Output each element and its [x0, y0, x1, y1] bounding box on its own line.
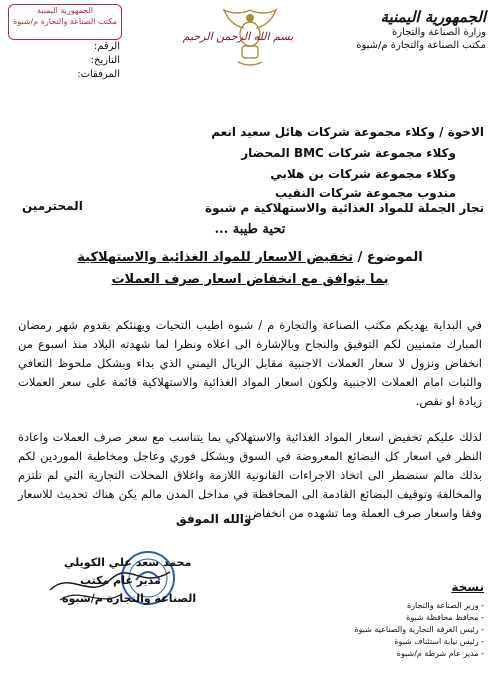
cc-item: - مدير عام شرطة م/شبوة: [396, 649, 484, 658]
republic-title: الجمهورية اليمنية: [380, 8, 486, 26]
date-label: التاريخ: [94, 55, 120, 66]
addressee-line: وكلاء مجموعة شركات بن هلابي: [270, 167, 456, 181]
ministry-name: وزارة الصناعة والتجارة: [392, 27, 486, 38]
addressee-line: الاخوة / وكلاء مجموعة شركات هائل سعيد انعم: [211, 125, 484, 139]
stamp-line-1: الجمهورية اليمنية: [36, 6, 93, 15]
signoff: والله الموفق: [176, 512, 252, 526]
addressee-line: وكلاء مجموعة شركات BMC المحضار: [241, 146, 456, 160]
subject-text-2: بما يتوافق مع انخفاض اسعار صرف العملات: [111, 272, 389, 287]
addressee-line: تجار الجملة للمواد الغذائية والاستهلاكية م شبوة: [205, 201, 484, 215]
cc-item: - رئيس نيابة استئناف شبوة: [394, 637, 484, 646]
signatory-name: محمد سعد علي الكويلي: [64, 556, 192, 569]
ref-number-row: الرقم:: [93, 41, 120, 52]
header-stamp: [8, 4, 122, 40]
attachments-label: المرفقات: [80, 69, 120, 80]
addressee-line: مندوب مجموعة شركات النقيب: [275, 186, 456, 200]
cc-label: نسخة: [451, 580, 484, 594]
respected-label: المحترمين: [22, 199, 83, 213]
office-name: مكتب الصناعة والتجارة م/شبوة: [356, 40, 486, 51]
cc-item: - محافظ محافظة شبوة: [406, 613, 484, 622]
stamp-line-2: مكتب الصناعة والتجارة م/شبوة: [13, 17, 117, 26]
body-paragraph-2: لذلك عليكم تخفيض اسعار المواد الغذائية والاستهلاكي بما يتناسب مع سعر صرف العملات واعادة النظر في اسعار كل البضائع المعروضة في السوق وبشكل فوري وعاجل ومخاطبة الموردين لكم بذلك مالم سنضطر الى اتخاذ الاجراءات القانونية اللازمة واغلاق المحلات التجارية التي لم تلتزم والمخالفة وتوقيف البضائع القادمة الى المحافظة في مداخل المدن مالم يكن هناك تحديث للاسعار وفقا واسعار صرف العملة وما تشهده من انخفاض.: [18, 430, 482, 520]
subject-line-2: [0, 272, 500, 287]
attachments-row: المرفقات:: [77, 69, 120, 80]
body-paragraph-1: في البداية يهديكم مكتب الصناعة والتجارة م / شبوه اطيب التحيات ويهنئكم بقدوم شهر رمضان المبارك متمنيين لكم التوفيق والنجاح وبالإشارة الى اعلاه ونظرا لما شهدته البلاد منذ اسبوع من انخفاض ونزول لا سعار العملات الاجنبية مقابل الريال اليمني الذي بداء وبشكل ملحوظ التعافي والثبات امام العملات الاجنبية ولكون اسعار المواد الغذائية والاستهلاكية قائمة على سعر العملات زيادة او نقص.: [18, 318, 482, 408]
cc-item: - رئيس الغرفة التجارية والصناعية شبوة: [354, 625, 484, 634]
signatory-title-1: مدير عام مكتب: [80, 574, 161, 587]
subject-text-1: تخفيض الاسعار للمواد الغذائية والاستهلاكية: [77, 250, 354, 265]
subject-label: الموضوع /: [357, 250, 423, 265]
ref-number-label: الرقم: [97, 41, 120, 52]
letterhead: [336, 8, 486, 52]
signatory-title-2: الصناعة والتجارة م/شبوة: [62, 592, 197, 605]
subject-line-1: [0, 250, 500, 265]
date-row: التاريخ:: [90, 55, 120, 66]
greeting: تحية طيبة ...: [214, 222, 286, 237]
cc-item: - وزير الصناعة والتجارة: [407, 601, 484, 610]
reference-fields: [10, 40, 120, 82]
basmala: بسم الله الرحمن الرحيم: [182, 30, 294, 43]
cc-list: [284, 600, 484, 660]
